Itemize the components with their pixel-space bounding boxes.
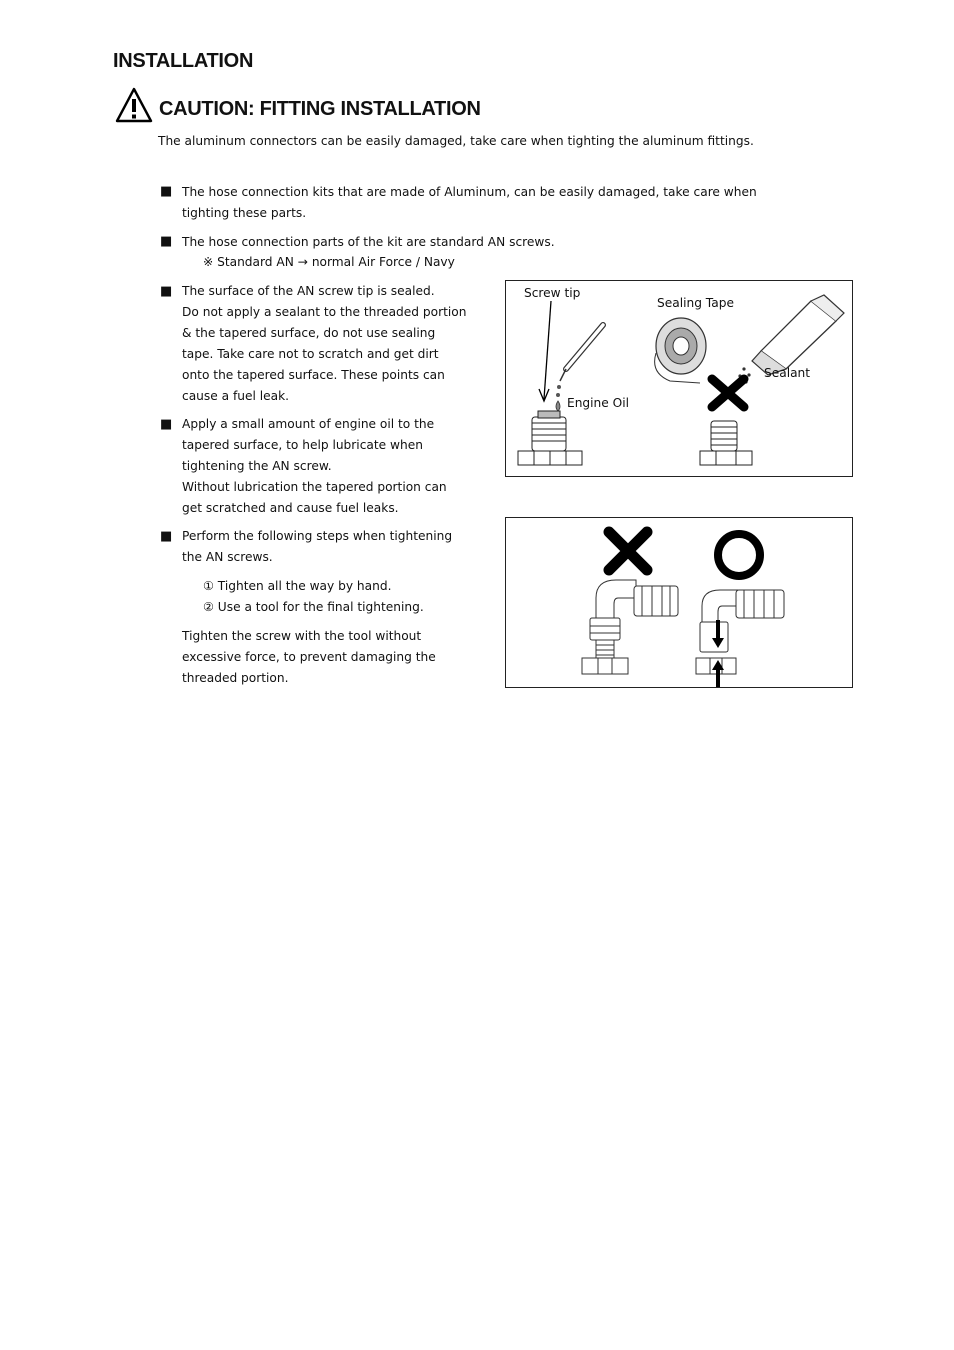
item-line: & the tapered surface, do not use sealing	[182, 326, 436, 340]
page-heading: INSTALLATION	[113, 50, 254, 72]
item-line: The surface of the AN screw tip is sealed.	[182, 284, 435, 298]
item-line: The hose connection kits that are made of Aluminum, can be easily damaged, take care when	[182, 185, 757, 199]
label-sealant: Sealant	[764, 366, 811, 380]
item-line: Apply a small amount of engine oil to the	[182, 417, 435, 431]
list-item	[182, 414, 447, 519]
item-line: tapered surface, to help lubricate when	[182, 438, 423, 452]
item-line: Without lubrication the tapered portion can	[182, 480, 447, 494]
item-line: tape. Take care not to scratch and get dirt	[182, 347, 439, 361]
item-line: Perform the following steps when tightening	[182, 529, 453, 543]
bullet-icon: ■	[160, 529, 173, 544]
fitting-left-icon	[518, 411, 582, 465]
caution-intro: The aluminum connectors can be easily damaged, take care when tighting the aluminum fittings.	[158, 134, 754, 148]
item-line: the AN screws.	[182, 550, 273, 564]
label-screw-tip: Screw tip	[524, 286, 581, 300]
item-line: Tighten the screw with the tool without	[182, 629, 422, 643]
figure-sealant-warning	[505, 280, 853, 477]
item-line: Do not apply a sealant to the threaded portion	[182, 305, 467, 319]
correct-circle-icon	[718, 534, 760, 576]
list-item	[182, 182, 757, 224]
bullet-icon: ■	[160, 417, 173, 432]
bullet-icon: ■	[160, 234, 173, 249]
item-line: get scratched and cause fuel leaks.	[182, 501, 399, 515]
step-item: ① Tighten all the way by hand.	[203, 579, 392, 593]
item-after-text	[182, 626, 436, 689]
item-note: ※ Standard AN → normal Air Force / Navy	[203, 255, 455, 269]
figure-tightening-steps	[505, 517, 853, 688]
warning-triangle-icon	[115, 87, 153, 123]
label-engine-oil: Engine Oil	[567, 396, 630, 410]
fitting-right-icon	[700, 421, 752, 465]
label-sealing-tape: Sealing Tape	[657, 296, 734, 310]
steps-list	[203, 576, 424, 618]
item-line: tighting these parts.	[182, 206, 307, 220]
item-line: The hose connection parts of the kit are standard AN screws.	[182, 235, 555, 249]
incorrect-x-icon	[609, 532, 647, 570]
item-line: cause a fuel leak.	[182, 389, 290, 403]
item-line: tightening the AN screw.	[182, 459, 332, 473]
sealing-tape-icon	[655, 318, 706, 383]
item-line: excessive force, to prevent damaging the	[182, 650, 436, 664]
bullet-icon: ■	[160, 184, 173, 199]
list-item	[182, 232, 555, 253]
item-line: threaded portion.	[182, 671, 289, 685]
item-line: onto the tapered surface. These points can	[182, 368, 445, 382]
prohibited-x-icon	[712, 379, 744, 407]
list-item	[182, 281, 466, 407]
bullet-icon: ■	[160, 284, 173, 299]
tightening-illustration	[506, 518, 852, 687]
list-item	[182, 526, 452, 568]
step-item: ② Use a tool for the final tightening.	[203, 600, 424, 614]
elbow-fitting-left-icon	[582, 580, 678, 674]
elbow-fitting-right-icon	[696, 590, 784, 674]
caution-title: CAUTION: FITTING INSTALLATION	[159, 98, 481, 120]
